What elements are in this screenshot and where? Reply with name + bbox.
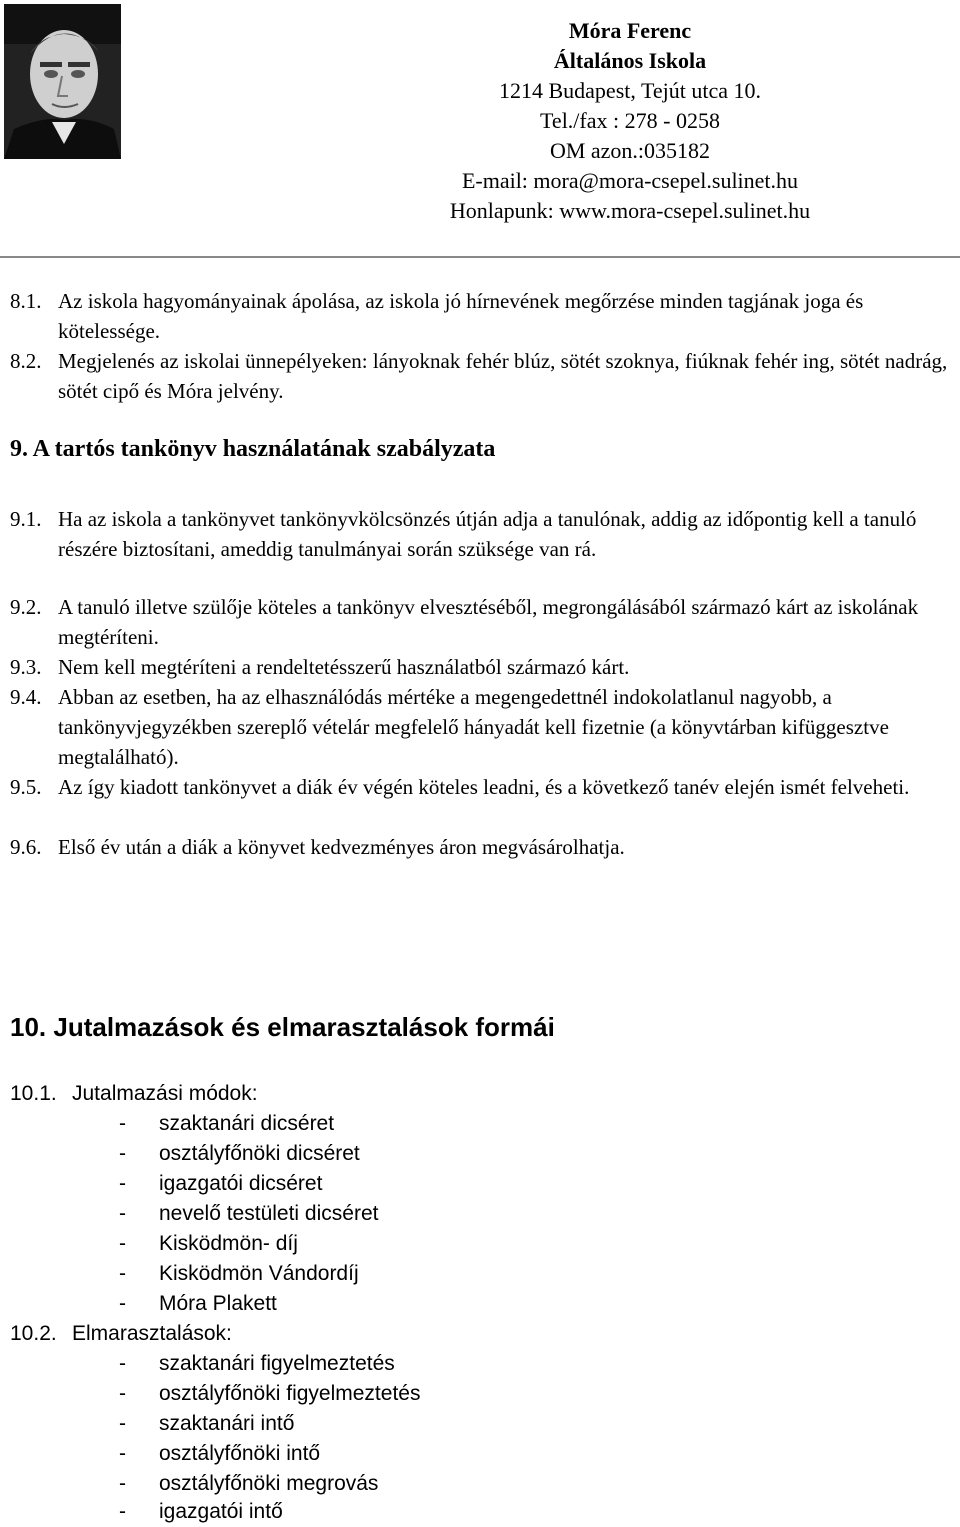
item-number: 9.6. xyxy=(10,835,42,859)
list-item-text: szaktanári intő xyxy=(159,1412,295,1435)
list-item: - osztályfőnöki megrovás xyxy=(119,1472,379,1495)
item-text: Nem kell megtéríteni a rendeltetésszerű használatból származó kárt. xyxy=(58,655,630,679)
section9-item-4 xyxy=(10,682,950,772)
rewards-heading xyxy=(10,1082,258,1106)
list-item: - szaktanári figyelmeztetés xyxy=(119,1352,395,1375)
penalties-label: Elmarasztalások: xyxy=(72,1322,232,1345)
school-website: Honlapunk: www.mora-csepel.sulinet.hu xyxy=(449,198,811,223)
item-number: 9.2. xyxy=(10,595,42,619)
section9-item-6 xyxy=(10,832,950,862)
list-item-text: igazgatói dicséret xyxy=(159,1172,323,1195)
penalties-number: 10.2. xyxy=(10,1322,57,1345)
section9-item-3 xyxy=(10,652,950,682)
list-item-text: nevelő testületi dicséret xyxy=(159,1202,379,1225)
list-item-text: osztályfőnöki dicséret xyxy=(159,1142,360,1165)
list-item: - osztályfőnöki dicséret xyxy=(119,1142,360,1165)
item-number: 8.1. xyxy=(10,289,42,313)
item-number: 9.1. xyxy=(10,507,42,531)
item-number: 9.5. xyxy=(10,775,42,799)
school-phone: Tel./fax : 278 - 0258 xyxy=(540,108,720,133)
section9-item-1 xyxy=(10,504,950,564)
list-item-text: Móra Plakett xyxy=(159,1292,277,1315)
list-item: - Móra Plakett xyxy=(119,1292,277,1315)
rewards-number: 10.1. xyxy=(10,1082,57,1105)
school-address: 1214 Budapest, Tejút utca 10. xyxy=(498,78,761,103)
list-item: - Kisködmön- díj xyxy=(119,1232,298,1255)
list-item-text: osztályfőnöki figyelmeztetés xyxy=(159,1382,421,1405)
section9-heading: 9. A tartós tankönyv használatának szabályzata xyxy=(10,436,496,462)
school-name-line2: Általános Iskola xyxy=(553,48,707,73)
section8-item-2 xyxy=(10,346,950,406)
item-text: Az így kiadott tankönyvet a diák év végén köteles leadni, és a következő tanév elején ismét felveheti. xyxy=(58,775,910,799)
list-item: - szaktanári dicséret xyxy=(119,1112,335,1135)
school-name-line1: Móra Ferenc xyxy=(568,18,692,43)
list-item: - nevelő testületi dicséret xyxy=(119,1202,379,1225)
item-number: 8.2. xyxy=(10,349,42,373)
school-header xyxy=(300,16,960,226)
item-text: Abban az esetben, ha az elhasználódás mértéke a megengedettnél indokolatlanul nagyobb, a tankönyvjegyzékben szereplő vételár megfelelő hányadát kell fizetnie (a könyvtárban kifüggesztve megtalálható). xyxy=(58,685,889,769)
item-text: Megjelenés az iskolai ünnepélyeken: lányoknak fehér blúz, sötét szoknya, fiúknak fehér ing, sötét nadrág, sötét cipő és Móra jelvény. xyxy=(58,349,948,403)
item-text: Ha az iskola a tankönyvet tankönyvkölcsönzés útján adja a tanulónak, addig az időpontig kell a tanuló részére biztosítani, ameddig tanulmányai során szüksége van rá. xyxy=(58,507,917,561)
list-item-text: osztályfőnöki megrovás xyxy=(159,1472,379,1495)
section9-item-5 xyxy=(10,772,950,802)
school-email: E-mail: mora@mora-csepel.sulinet.hu xyxy=(461,168,799,193)
item-number: 9.4. xyxy=(10,685,42,709)
item-text: A tanuló illetve szülője köteles a tankönyv elvesztéséből, megrongálásából származó kárt az iskolának megtéríteni. xyxy=(58,595,919,649)
rewards-label: Jutalmazási módok: xyxy=(72,1082,258,1105)
portrait-image xyxy=(4,4,121,159)
section10-heading: 10. Jutalmazások és elmarasztalások formái xyxy=(10,1012,555,1042)
list-item: - igazgatói intő xyxy=(119,1500,283,1523)
list-item-text: igazgatói intő xyxy=(159,1500,283,1523)
penalties-heading xyxy=(10,1322,232,1346)
section9-item-2 xyxy=(10,592,950,652)
list-item: - igazgatói dicséret xyxy=(119,1172,323,1195)
section8-item-1 xyxy=(10,286,950,346)
school-om-id: OM azon.:035182 xyxy=(549,138,711,163)
list-item: - osztályfőnöki intő xyxy=(119,1442,321,1465)
header-divider xyxy=(0,256,960,258)
item-text: Az iskola hagyományainak ápolása, az iskola jó hírnevének megőrzése minden tagjának joga és kötelessége. xyxy=(58,289,864,343)
list-item-text: Kisködmön Vándordíj xyxy=(159,1262,359,1285)
list-item-text: szaktanári figyelmeztetés xyxy=(159,1352,395,1375)
list-item-text: Kisködmön- díj xyxy=(159,1232,298,1255)
list-item-text: szaktanári dicséret xyxy=(159,1112,335,1135)
list-item-text: osztályfőnöki intő xyxy=(159,1442,321,1465)
list-item: - szaktanári intő xyxy=(119,1412,295,1435)
item-text: Első év után a diák a könyvet kedvezményes áron megvásárolhatja. xyxy=(58,835,625,859)
list-item: - osztályfőnöki figyelmeztetés xyxy=(119,1382,421,1405)
list-item: - Kisködmön Vándordíj xyxy=(119,1262,359,1285)
item-number: 9.3. xyxy=(10,655,42,679)
